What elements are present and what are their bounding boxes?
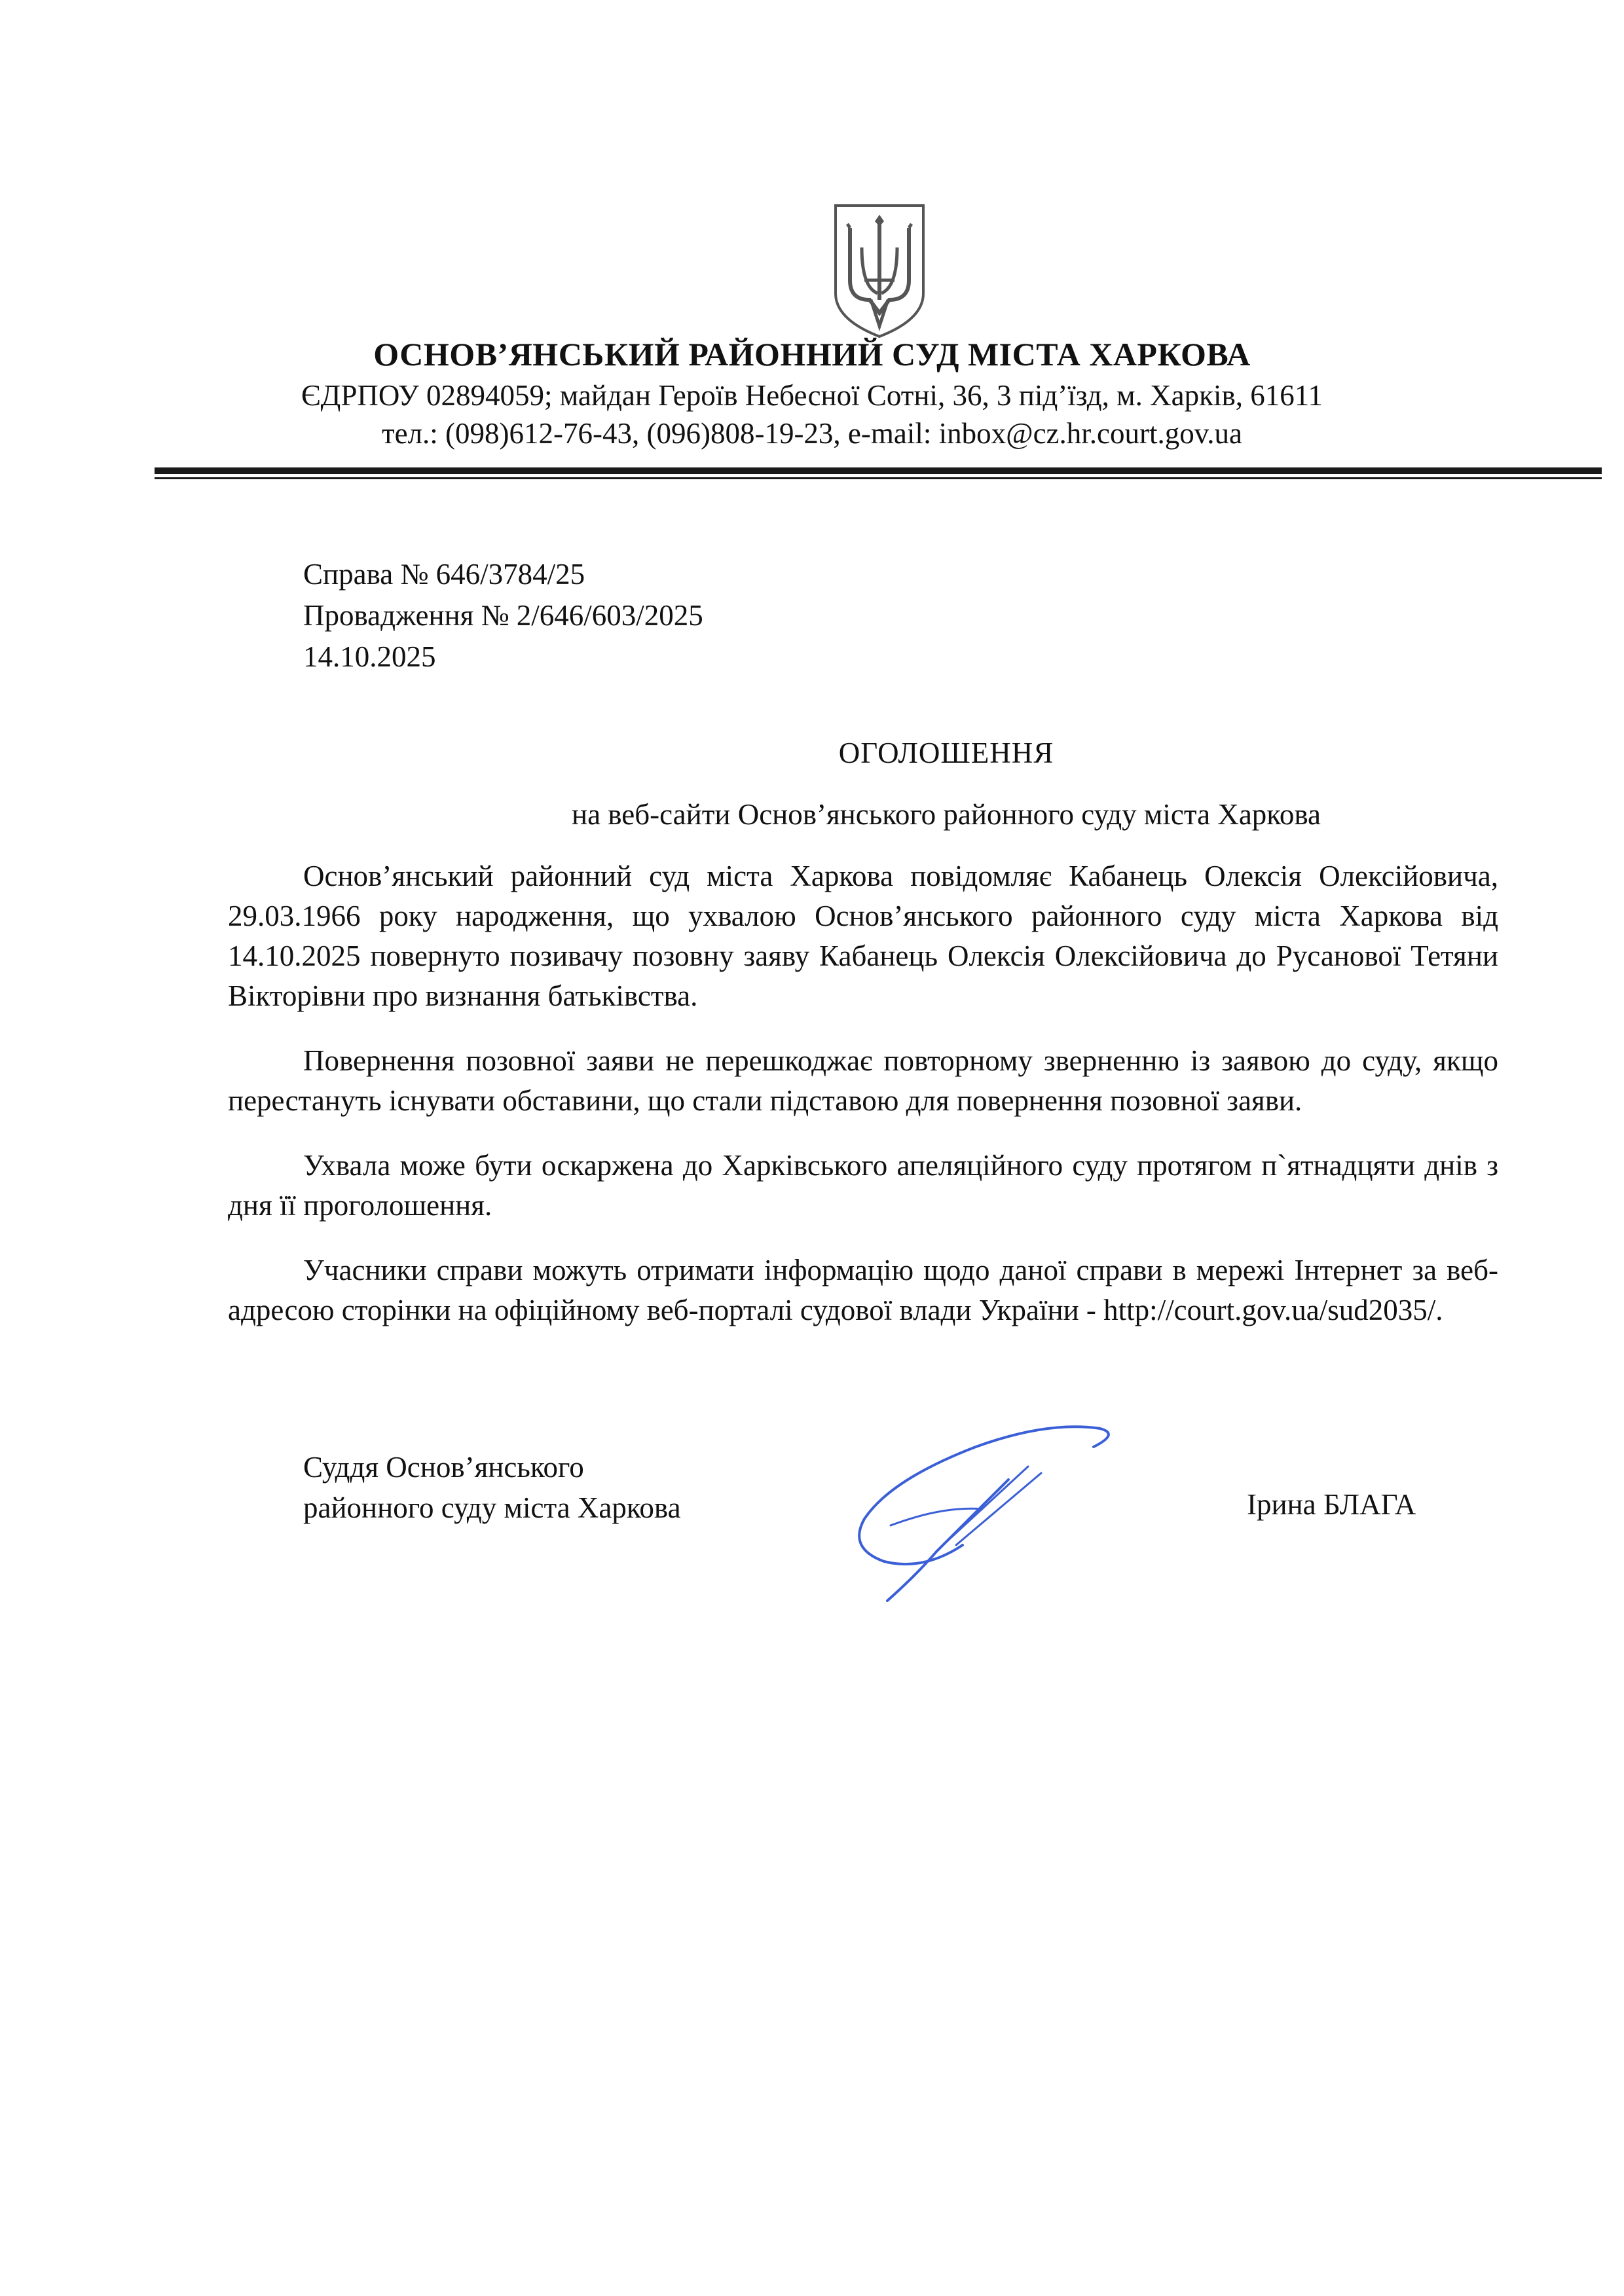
announcement-subtitle: на веб-сайти Основ’янського районного суду міста Харкова — [571, 798, 1321, 831]
proceeding-number: Провадження № 2/646/603/2025 — [303, 599, 703, 632]
handwritten-signature-icon — [812, 1421, 1126, 1611]
document-date: 14.10.2025 — [303, 640, 436, 673]
paragraph-online-info: Учасники справи можуть отримати інформацію щодо даної справи в мережі Інтернет за веб-адресою сторінки на офіційному веб-порталі судової влади України - http://court.gov.ua/sud2035/. — [228, 1254, 1498, 1326]
header-divider-thin — [155, 477, 1602, 479]
case-number: Справа № 646/3784/25 — [303, 558, 585, 591]
case-references — [303, 554, 703, 678]
court-contacts: тел.: (098)612-76-43, (096)808-19-23, e-mail: inbox@cz.hr.court.gov.ua — [381, 417, 1243, 450]
ukraine-trident-emblem-icon — [830, 202, 929, 339]
court-name: ОСНОВ’ЯНСЬКИЙ РАЙОННИЙ СУД МІСТА ХАРКОВА — [373, 336, 1251, 373]
judge-position — [303, 1447, 681, 1528]
paragraph-appeal: Ухвала може бути оскаржена до Харківського апеляційного суду протягом п`ятнадцяти днів з дня її проголошення. — [228, 1149, 1498, 1222]
paragraph-notice: Основ’янський районний суд міста Харкова повідомляє Кабанець Олексія Олексійовича, 29.03.1966 року народження, що ухвалою Основ’янського районного суду міста Харкова від 14.10.2025 повернуто позивачу позовну заяву Кабанець Олексія Олексійовича до Русанової Тетяни Вікторівни про визнання батьківства. — [228, 860, 1498, 1012]
judge-position-line-1: Суддя Основ’янського — [303, 1451, 584, 1484]
announcement-body — [228, 856, 1498, 1355]
paragraph-return-consequence: Повернення позовної заяви не перешкоджає повторному зверненню із заявою до суду, якщо перестануть існувати обставини, що стали підставою для повернення позовної заяви. — [228, 1044, 1498, 1117]
announcement-title: ОГОЛОШЕННЯ — [838, 737, 1054, 769]
judge-name: Ірина БЛАГА — [1247, 1488, 1416, 1521]
header-divider-thick — [155, 467, 1602, 474]
judge-position-line-2: районного суду міста Харкова — [303, 1491, 681, 1524]
court-address: ЄДРПОУ 02894059; майдан Героїв Небесної Сотні, 36, 3 під’їзд, м. Харків, 61611 — [301, 379, 1323, 412]
